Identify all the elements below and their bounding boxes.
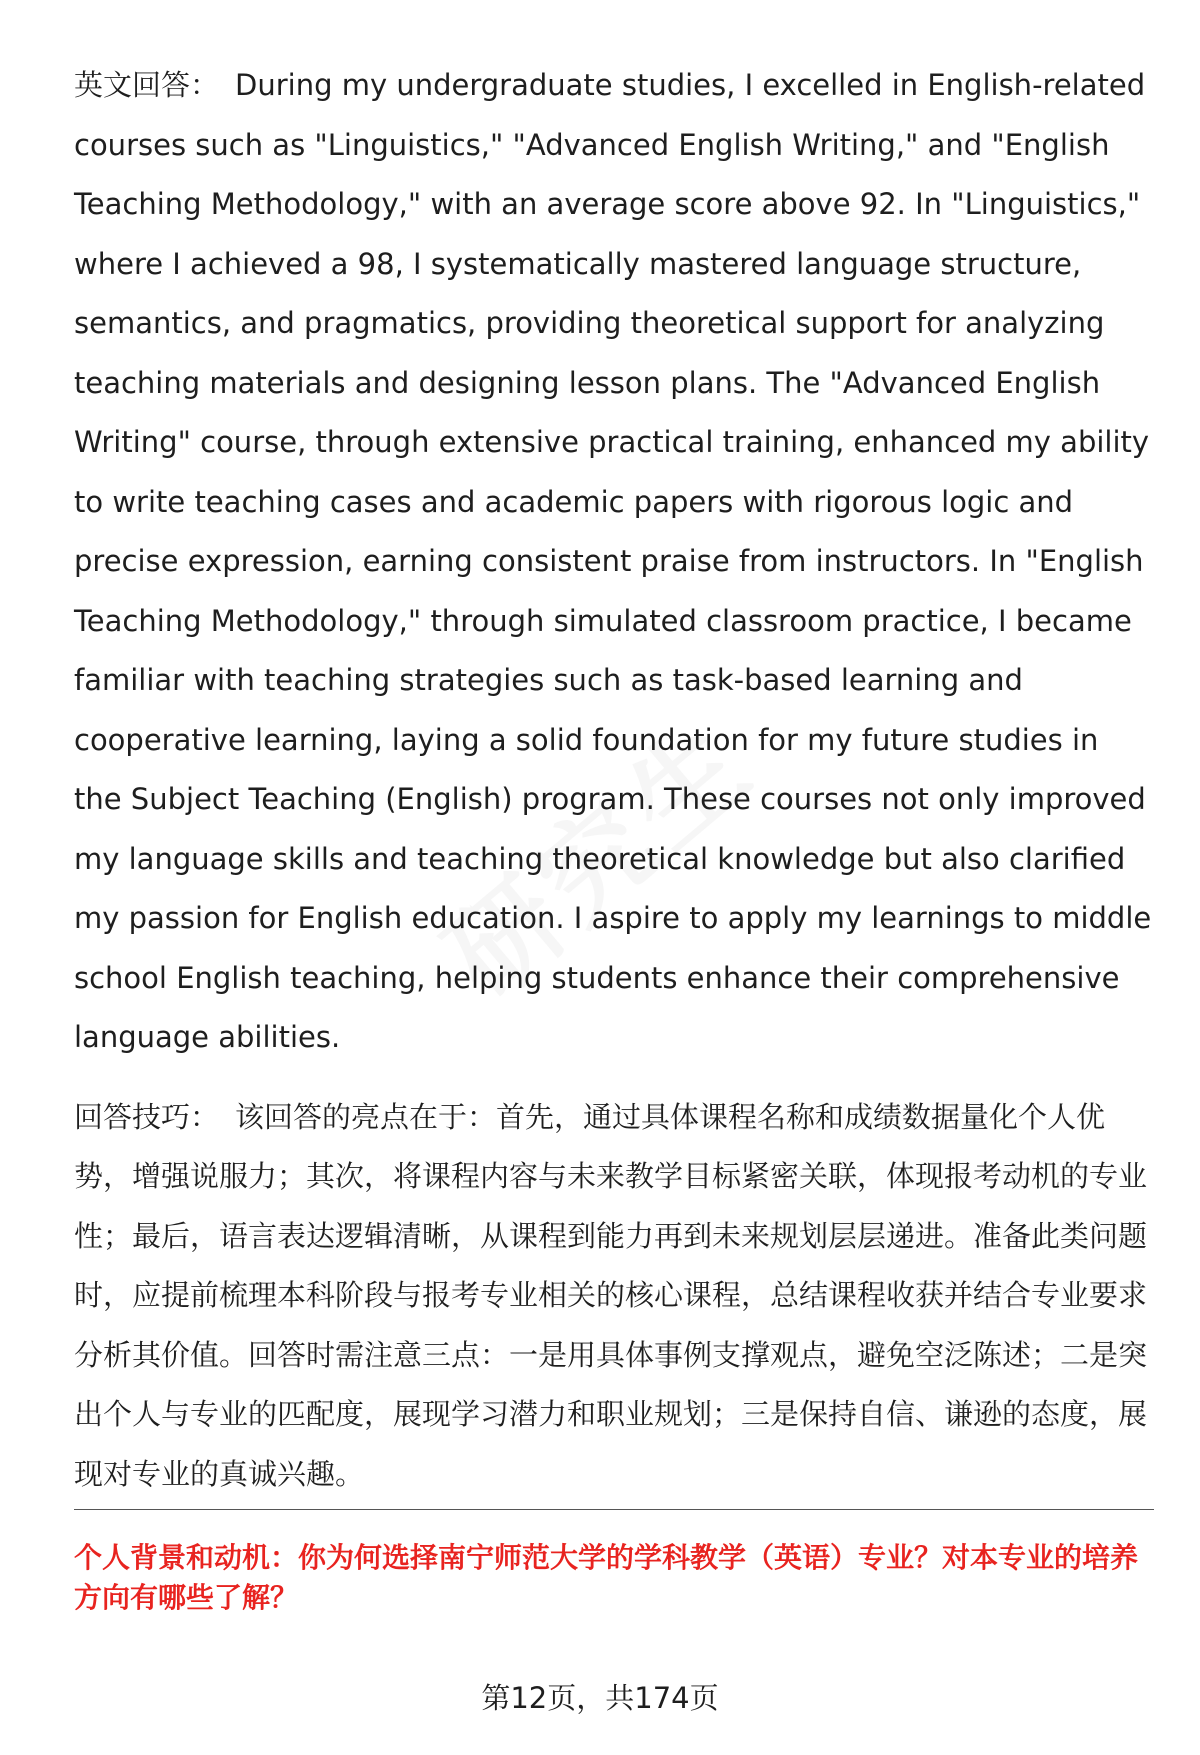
english-answer-text: During my undergraduate studies, I excelled in English-related courses such as "Linguistics," "Advanced English Writing," and "English Teaching Methodology," with an average score above 92. In "Linguistics," where I achieved a 98, I systematically mastered language structure, semantics, and pragmatics, providing theoretical support for analyzing teaching materials and designing lesson plans. The "Advanced English Writing" course, through extensive practical training, enhanced my ability to write teaching cases and academic papers with rigorous logic and precise expression, earning consistent praise from instructors. In "English Teaching Methodology," through simulated classroom practice, I became familiar with teaching strategies such as task-based learning and cooperative learning, laying a solid foundation for my future studies in the Subject Teaching (English) program. These courses not only improved my language skills and teaching theoretical knowledge but also clarified my passion for English education. I aspire to apply my learnings to middle school English teaching, helping students enhance their comprehensive language abilities. <box>74 68 1152 1054</box>
english-answer-label: 英文回答： <box>74 68 220 102</box>
answer-tips-paragraph <box>74 1088 1154 1505</box>
page-content <box>74 56 1154 1504</box>
answer-tips-label: 回答技巧： <box>74 1099 220 1134</box>
section-divider <box>74 1509 1154 1510</box>
next-question-heading: 个人背景和动机：你为何选择南宁师范大学的学科教学（英语）专业？对本专业的培养方向有哪些了解？ <box>74 1541 1139 1614</box>
page-number: 第12页，共174页 <box>481 1681 719 1715</box>
answer-tips-text: 该回答的亮点在于：首先，通过具体课程名称和成绩数据量化个人优势，增强说服力；其次，将课程内容与未来教学目标紧密关联，体现报考动机的专业性；最后，语言表达逻辑清晰，从课程到能力再到未来规划层层递进。准备此类问题时，应提前梳理本科阶段与报考专业相关的核心课程，总结课程收获并结合专业要求分析其价值。回答时需注意三点：一是用具体事例支撑观点，避免空泛陈述；二是突出个人与专业的匹配度，展现学习潜力和职业规划；三是保持自信、谦逊的态度，展现对专业的真诚兴趣。 <box>74 1099 1148 1491</box>
english-answer-paragraph <box>74 56 1154 1068</box>
